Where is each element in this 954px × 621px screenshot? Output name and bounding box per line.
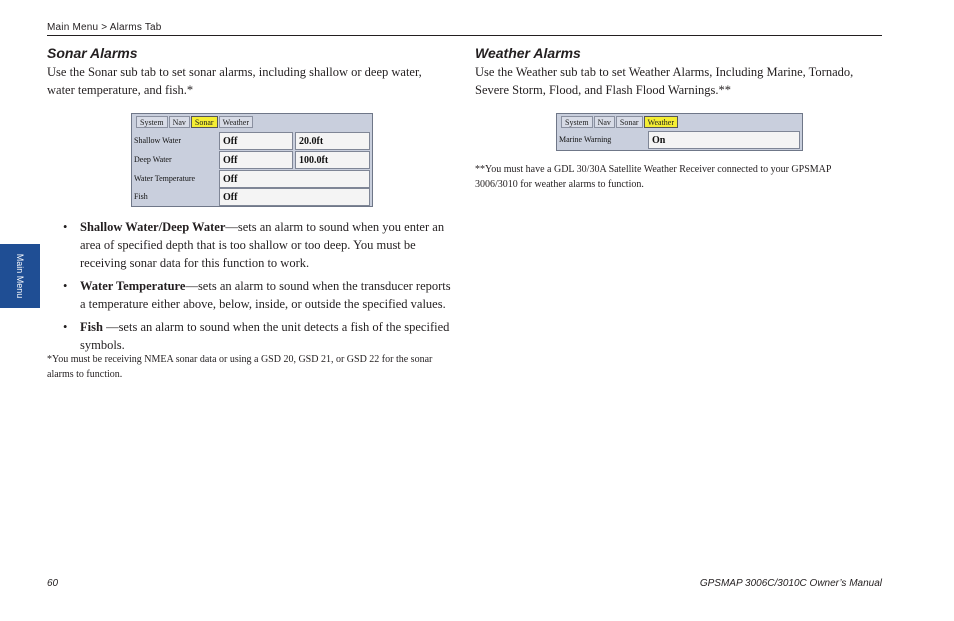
breadcrumb: Main Menu > Alarms Tab (47, 22, 162, 33)
shallow-water-label: Shallow Water (134, 136, 181, 145)
weather-intro: Use the Weather sub tab to set Weather Alarms, Including Marine, Tornado, Severe Storm, Flood, and Flash Flood Warnings.** (475, 65, 854, 97)
weather-footnote: **You must have a GDL 30/30A Satellite Weather Receiver connected to your GPSMAP 3006/3010 for weather alarms to function. (475, 164, 832, 190)
side-tab-label-line1: Main (15, 253, 25, 274)
sonar-alarms-title: Sonar Alarms (47, 45, 138, 61)
deep-water-value[interactable]: Off (219, 151, 293, 169)
sonar-bullet-list (60, 218, 455, 359)
tab-sonar[interactable]: Sonar (616, 116, 643, 128)
sonar-screen-tabs (136, 116, 254, 128)
bullet-text: —sets an alarm to sound when you enter an area of specified depth that is too shallow or too deep. You must be receiving sonar data for this function to work. (80, 220, 445, 270)
side-section-tab (0, 244, 40, 308)
marine-warning-label: Marine Warning (559, 135, 612, 144)
sonar-footnote: *You must be receiving NMEA sonar data or using a GSD 20, GSD 21, or GSD 22 for the sonar alarms to function. (47, 354, 433, 380)
tab-system[interactable]: System (136, 116, 168, 128)
tab-sonar[interactable]: Sonar (191, 116, 218, 128)
shallow-water-value[interactable]: Off (219, 132, 293, 150)
fish-label: Fish (134, 192, 148, 201)
page-number: 60 (47, 578, 59, 589)
tab-system[interactable]: System (561, 116, 593, 128)
weather-alarm-screen (556, 113, 803, 151)
shallow-water-depth[interactable]: 20.0ft (295, 132, 370, 150)
bullet-term: Shallow Water/Deep Water (80, 220, 226, 234)
bullet-text: —sets an alarm to sound when the transducer reports a temperature either above, below, inside, or outside the specified values. (80, 279, 451, 311)
bullet-text: —sets an alarm to sound when the unit detects a fish of the specified symbols. (80, 320, 450, 352)
sonar-intro: Use the Sonar sub tab to set sonar alarms, including shallow or deep water, water temperature, and fish.* (47, 65, 422, 97)
side-tab-label (15, 254, 25, 299)
list-item: • Fish —sets an alarm to sound when the unit detects a fish of the specified symbols. (63, 320, 450, 352)
side-tab-label-line2: Menu (15, 275, 25, 299)
water-temperature-label: Water Temperature (134, 174, 196, 183)
sonar-alarm-screen (131, 113, 373, 207)
tab-weather[interactable]: Weather (644, 116, 678, 128)
list-item: • Shallow Water/Deep Water—sets an alarm to sound when you enter an area of specified depth that is too shallow or too deep. You must be receiving sonar data for this function to work. (63, 220, 445, 270)
deep-water-label: Deep Water (134, 155, 172, 164)
bullet-term: Water Temperature (80, 279, 186, 293)
list-item: • Water Temperature—sets an alarm to sound when the transducer reports a temperature either above, below, inside, or outside the specified values. (63, 279, 451, 311)
bullet-term: Fish (80, 320, 103, 334)
weather-alarms-title: Weather Alarms (475, 45, 581, 61)
marine-warning-value[interactable]: On (648, 131, 800, 149)
tab-nav[interactable]: Nav (594, 116, 615, 128)
weather-screen-tabs (561, 116, 679, 128)
fish-value[interactable]: Off (219, 188, 370, 206)
tab-nav[interactable]: Nav (169, 116, 190, 128)
deep-water-depth[interactable]: 100.0ft (295, 151, 370, 169)
water-temperature-value[interactable]: Off (219, 170, 370, 188)
manual-title: GPSMAP 3006C/3010C Owner’s Manual (699, 578, 882, 589)
tab-weather[interactable]: Weather (219, 116, 253, 128)
header-rule (47, 35, 882, 36)
